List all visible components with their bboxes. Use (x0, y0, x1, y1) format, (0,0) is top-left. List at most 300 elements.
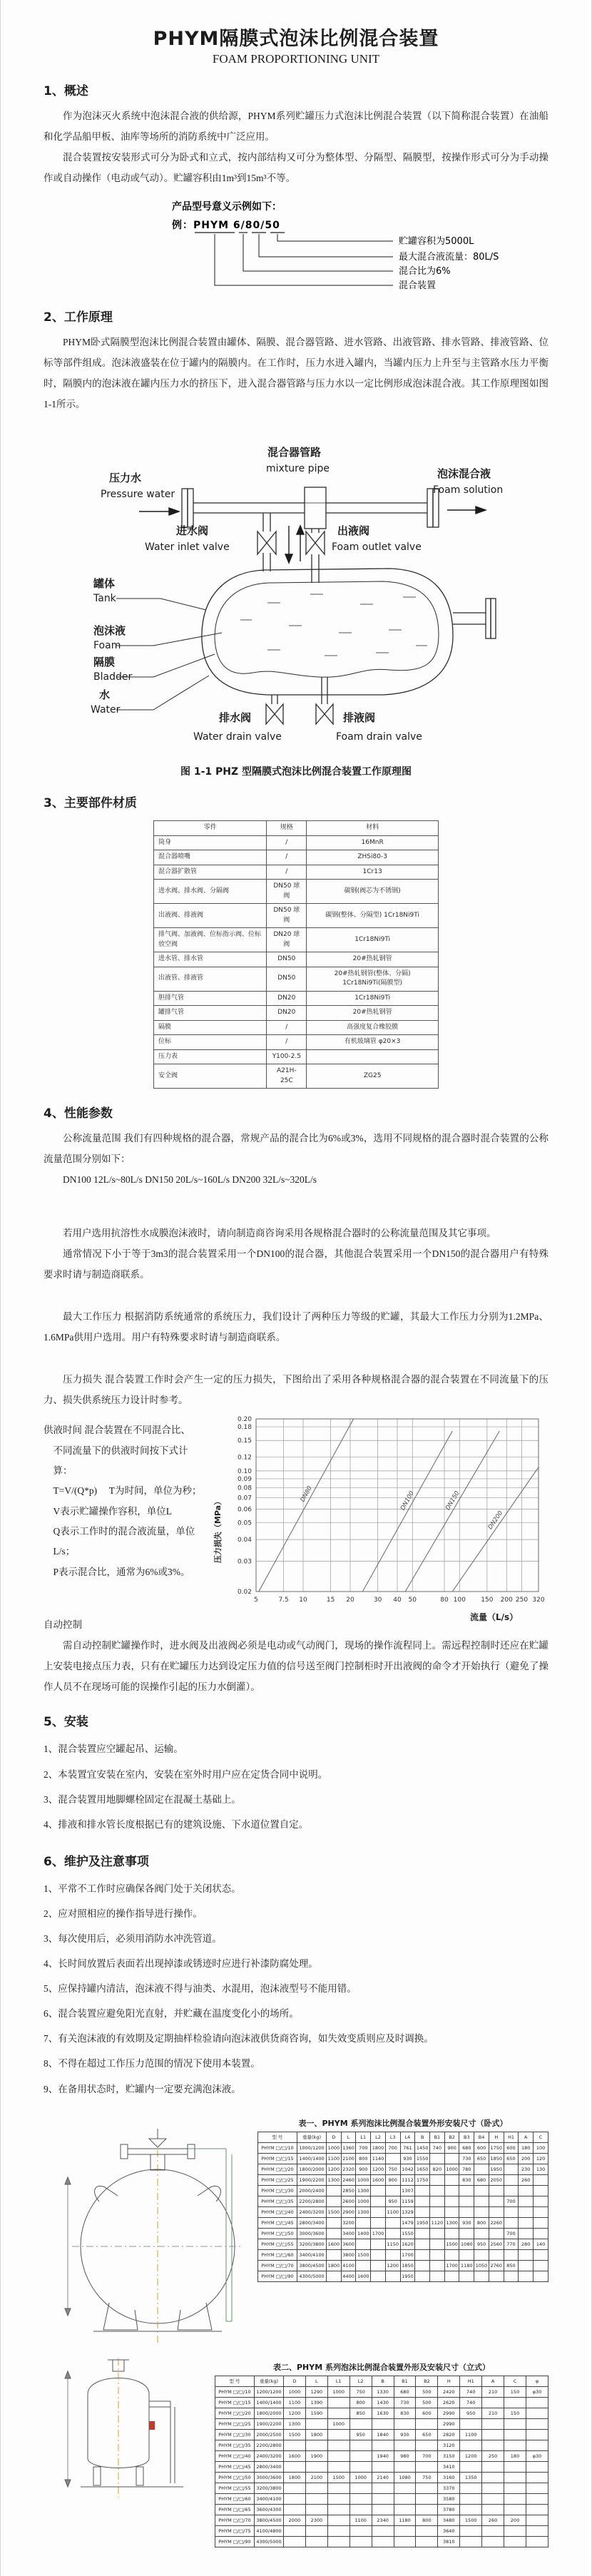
table-cell: 750 (416, 2472, 438, 2483)
table-cell (394, 2525, 416, 2536)
table-cell: 750 (385, 2164, 400, 2174)
series-label-DN80: DN80 (299, 1485, 314, 1504)
table-cell: 3810 (438, 2536, 460, 2547)
table-cell (526, 2515, 548, 2525)
table-cell (371, 2271, 386, 2281)
table-cell: DN50 (267, 967, 307, 991)
table-cell: 2260 (489, 2217, 504, 2228)
table-cell: 680 (394, 2386, 416, 2397)
table-cell (489, 2196, 504, 2206)
table-cell (519, 2206, 534, 2217)
spacer (44, 1348, 548, 1369)
maintenance-item-2: 2、应对照相应的操作指导进行操作。 (44, 1908, 203, 1919)
model-callout-ratio: 混合比为6% (399, 266, 451, 278)
table-cell: 胆排气管 (154, 991, 267, 1006)
table-cell (394, 2440, 416, 2450)
table-cell (459, 2249, 474, 2260)
table-cell (519, 2217, 534, 2228)
table-cell: PHYM □/□/35 (215, 2440, 255, 2450)
table-cell: 830 (394, 2408, 416, 2418)
model-intro: 产品型号意义示例如下： (172, 201, 282, 213)
table-cell (534, 2228, 548, 2239)
maintenance-item-3: 3、每次使用后，必须用消防水冲洗管道。 (44, 1933, 222, 1944)
table-cell (504, 2525, 526, 2536)
table-cell: 1200 (460, 2450, 482, 2461)
column-header: 零件 (154, 821, 267, 836)
table-cell: 950 (385, 2196, 400, 2206)
table-cell: 1000 (327, 2386, 349, 2397)
table-cell (385, 2271, 400, 2281)
table-cell: 位标 (154, 1035, 267, 1050)
table-cell: φ30 (526, 2450, 548, 2461)
table-cell: 2850 (341, 2185, 356, 2196)
table-cell: 1950 (415, 2217, 430, 2228)
table-cell: 碳钢(整体、分隔型) 1Cr18Ni9Ti (307, 904, 439, 928)
series-label-DN200: DN200 (486, 1510, 505, 1532)
section-1-heading: 1、概述 (44, 84, 88, 98)
table-cell (372, 2418, 394, 2429)
table-1-caption: 表一、PHYM 系列泡沫比例混合装置外形安装尺寸（卧式） (298, 2118, 508, 2128)
table-cell: 1600 (371, 2174, 386, 2185)
column-header: 重量(kg) (297, 2132, 327, 2142)
table-cell (327, 2515, 349, 2525)
table-cell (415, 2249, 430, 2260)
table-cell (305, 2525, 327, 2536)
table-cell (327, 2196, 342, 2206)
table-cell: PHYM □/□/10 (215, 2386, 255, 2397)
series-label-DN150: DN150 (444, 1490, 461, 1512)
table-cell (305, 2493, 327, 2504)
table-cell: 1112 (400, 2174, 415, 2185)
table-cell (534, 2196, 548, 2206)
table-cell: 1100 (460, 2429, 482, 2440)
table-cell: 2400/3200 (297, 2206, 327, 2217)
model-callout-device: 混合装置 (399, 280, 437, 290)
table-cell (459, 2196, 474, 2206)
spacer (44, 1285, 548, 1306)
table-cell: 3200/3800 (297, 2239, 327, 2249)
table-cell (482, 2429, 504, 2440)
table-cell: 680 (459, 2142, 474, 2153)
table-cell: 1750 (415, 2174, 430, 2185)
table-cell: 4300/5000 (255, 2536, 284, 2547)
table-cell: 1500 (444, 2239, 459, 2249)
table-cell: 1Cr13 (307, 865, 439, 880)
table-cell: PHYM □/□/65 (215, 2504, 255, 2515)
table-cell: 600 (474, 2142, 489, 2153)
foam-texture (240, 594, 427, 656)
table-cell: PHYM □/□/70 (215, 2515, 255, 2525)
table-cell: / (267, 1035, 307, 1050)
table-cell (489, 2228, 504, 2239)
x-tick-label: 50 (408, 1597, 417, 1604)
working-principle-svg (53, 419, 539, 754)
table-cell: 700 (416, 2450, 438, 2461)
model-callout-flow: 最大混合液流量：80L/S (399, 252, 499, 263)
table-cell: 2900 (341, 2206, 356, 2217)
table-cell (307, 1049, 439, 1064)
table-cell (504, 2174, 519, 2185)
table-cell (474, 2164, 489, 2174)
table-cell: PHYM □/□/90 (258, 2271, 297, 2281)
table-cell (327, 2217, 342, 2228)
table-cell (371, 2249, 386, 2260)
table-cell: 1700 (371, 2228, 386, 2239)
label-water-en: Water (91, 704, 121, 716)
table-cell: 1630 (372, 2408, 394, 2418)
label-leaders (116, 599, 222, 710)
supply-time-line-1: 供液时间 混合装置在不同混合比、 (44, 1425, 190, 1436)
table-cell (416, 2525, 438, 2536)
table-cell: 1800 (371, 2142, 386, 2153)
table-cell: 1300 (356, 2206, 371, 2217)
column-header: 型 号 (215, 2376, 255, 2386)
table-cell: 3600/4300 (255, 2504, 284, 2515)
table-cell: 3580 (438, 2493, 460, 2504)
figure-1-1-caption: 图 1-1 PHZ 型隔膜式泡沫比例混合装置工作原理图 (180, 766, 412, 778)
table-row (215, 2472, 548, 2483)
table-cell: 1360 (341, 2142, 356, 2153)
table-cell: PHYM □/□/55 (258, 2239, 297, 2249)
table-cell (305, 2504, 327, 2515)
table-cell (474, 2196, 489, 2206)
table-cell: 800 (356, 2153, 371, 2164)
pressure-loss-paragraph: 压力损失 混合装置工作时会产生一定的压力损失，下图给出了采用各种规格混合器的混合装置在不同流量下的压力、损失供系统压力设计时参考。 (44, 1374, 548, 1406)
table-cell: 1850 (489, 2153, 504, 2164)
table-cell: / (267, 835, 307, 850)
table-cell (482, 2418, 504, 2429)
table-cell: 1940 (372, 2450, 394, 2461)
table-cell (526, 2429, 548, 2440)
table-cell: 4300/5000 (297, 2271, 327, 2281)
table-cell: 1000/1200 (297, 2142, 327, 2153)
table-cell: 1050 (474, 2260, 489, 2271)
table-cell (430, 2206, 445, 2217)
table-cell: 安全阀 (154, 1064, 267, 1089)
table-cell (394, 2483, 416, 2493)
table-cell (482, 2536, 504, 2547)
table-cell: 1300 (327, 2174, 342, 2185)
column-header: 材料 (307, 821, 439, 836)
table-cell: PHYM □/□/40 (215, 2450, 255, 2461)
table-row (215, 2408, 548, 2418)
table-cell: 1120 (430, 2217, 445, 2228)
table-cell (356, 2217, 371, 2228)
table-cell (474, 2249, 489, 2260)
table-cell: 740 (460, 2397, 482, 2408)
table-cell: 混合器扩散管 (154, 865, 267, 880)
table-cell (415, 2271, 430, 2281)
auto-control-paragraph: 需自动控制贮罐操作时，进水阀及出液阀必须是电动或气动阀门，现场的操作流程同上。需远程控制时还应在贮罐上安装电接点压力表，只有在贮罐压力达到设定压力值的信号送至阀门控制柜时开出液阀的命令才开始执行（避免了操作人员不在现场可能的误操作引起的压力水倒灌）。 (44, 1640, 548, 1693)
table-cell (284, 2536, 306, 2547)
table-cell: 680 (474, 2174, 489, 2185)
table-cell: 770 (504, 2239, 519, 2249)
table-cell (482, 2493, 504, 2504)
table-row (154, 1020, 439, 1035)
series-line-DN80 (259, 1419, 354, 1592)
table-cell (504, 2185, 519, 2196)
table-cell (504, 2418, 526, 2429)
table-cell (371, 2260, 386, 2271)
table-cell: 950 (474, 2239, 489, 2249)
table-cell: 1600 (327, 2239, 342, 2249)
table-cell: PHYM □/□/50 (258, 2228, 297, 2239)
label-water-inlet-en: Water inlet valve (145, 541, 230, 554)
table-cell: PHYM □/□/30 (258, 2185, 297, 2196)
label-tank-en: Tank (93, 593, 116, 605)
table-cell: 850 (504, 2260, 519, 2271)
table-cell: 1950 (489, 2164, 504, 2174)
column-header: 重量(kg) (255, 2376, 284, 2386)
table-cell: 20#热轧钢管 (307, 1006, 439, 1021)
table-cell (430, 2249, 445, 2260)
table-cell: / (267, 850, 307, 865)
x-axis-title: 流量（L/s） (470, 1612, 519, 1623)
table-cell (526, 2461, 548, 2472)
horizontal-tank-svg (44, 2107, 257, 2343)
table-cell (474, 2228, 489, 2239)
table-cell: 1500 (356, 2249, 371, 2260)
table-cell: 1450 (415, 2142, 430, 2153)
table-cell: DN20 (267, 1006, 307, 1021)
column-header: B3 (459, 2132, 474, 2142)
table-cell: 210 (482, 2408, 504, 2418)
table-cell: 600 (504, 2142, 519, 2153)
table-cell (504, 2206, 519, 2217)
table-cell (416, 2418, 438, 2429)
page-subtitle: FOAM PROPORTIONING UNIT (212, 52, 380, 66)
section-3-heading: 3、主要部件材质 (44, 796, 137, 811)
table-cell (385, 2153, 400, 2164)
table-cell: 1800/2000 (255, 2408, 284, 2418)
table-cell: 1000 (356, 2174, 371, 2185)
table-row (258, 2239, 548, 2249)
table-cell (372, 2440, 394, 2450)
table-cell (504, 2217, 519, 2228)
table-cell (526, 2525, 548, 2536)
table-cell: 2800/3400 (297, 2217, 327, 2228)
maintenance-item-8: 8、不得在超过工作压力范围的情况下使用本装置。 (44, 2058, 260, 2070)
table-cell (444, 2271, 459, 2281)
table-cell: 650 (504, 2153, 519, 2164)
table-cell: 1840 (372, 2429, 394, 2440)
install-item-4: 4、排液和排水管长度根据已有的建筑设施、下水道位置自定。 (44, 1818, 309, 1830)
table-row (258, 2249, 548, 2260)
table-cell (534, 2249, 548, 2260)
table-cell (372, 2504, 394, 2515)
table-cell (372, 2461, 394, 2472)
table-cell: 1100 (284, 2397, 306, 2408)
x-tick-label: 150 (481, 1597, 494, 1604)
table-cell: PHYM □/□/20 (258, 2164, 297, 2174)
table-row (215, 2429, 548, 2440)
y-tick-label: 0.06 (237, 1506, 252, 1514)
table-cell (444, 2249, 459, 2260)
table-cell: 碳钢(阀芯为不锈钢) (307, 880, 439, 904)
table-cell (284, 2461, 306, 2472)
maintenance-item-5: 5、应保持罐内清洁，泡沫液不得与油类、水混用，泡沫液型号不能用错。 (44, 1983, 357, 1995)
table-cell: 2200/2800 (255, 2440, 284, 2450)
table-cell: 有机玻璃管 φ20×3 (307, 1035, 439, 1050)
label-mixture-pipe-cn: 混合器管路 (267, 446, 322, 459)
table-cell: 930 (459, 2217, 474, 2228)
table-cell: 3370 (438, 2483, 460, 2493)
table-cell (489, 2271, 504, 2281)
table-cell: 2800/3400 (255, 2461, 284, 2472)
table-cell: 1000 (284, 2386, 306, 2397)
table-cell: φ30 (526, 2386, 548, 2397)
table-cell (526, 2536, 548, 2547)
section-1-paragraph-1: 作为泡沫灭火系统中泡沫混合液的供给源，PHYM系列贮罐压力式泡沫比例混合装置（以下简称混合装置）在油船和化学品船甲板、油库等场所的消防系统中广泛应用。 (44, 111, 548, 143)
table-cell: 1000 (327, 2418, 349, 2429)
table-cell (284, 2493, 306, 2504)
table-cell (327, 2185, 342, 2196)
table-cell (371, 2185, 386, 2196)
table-cell (371, 2217, 386, 2228)
series-line-DN200 (452, 1467, 539, 1592)
table-cell: 100 (534, 2142, 548, 2153)
table-cell (385, 2217, 400, 2228)
table-cell: 2100 (305, 2472, 327, 2483)
supply-time-line-4: V表示贮罐操作容积，单位L (53, 1505, 172, 1517)
table-2-caption: 表二、PHYM 系列泡沫比例混合装置外形及安装尺寸（立式） (272, 2362, 490, 2372)
auto-control-heading: 自动控制 (44, 1619, 82, 1631)
table-cell (534, 2185, 548, 2196)
table-cell: 3480 (438, 2515, 460, 2525)
column-header: 型 号 (258, 2132, 297, 2142)
table-cell: 2600 (341, 2196, 356, 2206)
table-cell (371, 2206, 386, 2217)
table-cell (327, 2271, 342, 2281)
table-cell (460, 2440, 482, 2450)
table-cell (460, 2504, 482, 2515)
column-header: H (438, 2376, 460, 2386)
table-row (215, 2397, 548, 2408)
table-cell (416, 2536, 438, 2547)
table-1-area (257, 2107, 548, 2282)
x-tick-label: 200 (500, 1597, 513, 1604)
table-cell: A21H-25C (267, 1064, 307, 1089)
table-cell: 830 (459, 2174, 474, 2185)
supply-time-line-3: T=V/(Q*p) T为时间，单位为秒； (53, 1485, 202, 1497)
table-cell: 4400 (341, 2271, 356, 2281)
y-tick-label: 0.18 (237, 1424, 252, 1432)
column-header: L2 (371, 2132, 386, 2142)
table-cell: 1Cr18Ni9Ti (307, 928, 439, 952)
red-mark (149, 2421, 155, 2430)
table-row (215, 2450, 548, 2461)
table-row (215, 2493, 548, 2504)
table-cell (482, 2440, 504, 2450)
section-6-heading: 6、维护及注意事项 (44, 1854, 149, 1869)
table-cell: 500 (416, 2386, 438, 2397)
table-cell: 1550 (400, 2228, 415, 2239)
x-tick-label: 20 (346, 1597, 354, 1604)
table-cell: 隔膜 (154, 1020, 267, 1035)
table-cell: 950 (349, 2429, 372, 2440)
table-cell (504, 2483, 526, 2493)
table-cell: 3800/4500 (297, 2260, 327, 2271)
table-row (154, 880, 439, 904)
table-cell: 1400/1400 (297, 2153, 327, 2164)
table-cell: 130 (534, 2164, 548, 2174)
table-row (154, 967, 439, 991)
table-row (258, 2206, 548, 2217)
table-cell: PHYM □/□/25 (215, 2418, 255, 2429)
table-cell: 210 (482, 2386, 504, 2397)
column-header: φ (526, 2376, 548, 2386)
vertical-tank-svg (44, 2351, 215, 2501)
table-cell: 3780 (438, 2504, 460, 2515)
table-cell (372, 2493, 394, 2504)
table-cell: 2420 (438, 2386, 460, 2397)
table-cell (305, 2461, 327, 2472)
table-cell: 900 (444, 2142, 459, 2153)
table-cell: 1200/1200 (255, 2386, 284, 2397)
table-cell (459, 2228, 474, 2239)
table-cell (534, 2217, 548, 2228)
table-cell: 2400/3200 (255, 2450, 284, 2461)
table-cell: 700 (504, 2228, 519, 2239)
max-pressure-paragraph: 最大工作压力 根据消防系统通常的系统压力，我们设计了两种压力等级的贮罐，其最大工作压力分别为1.2MPa、1.6MPa供用户选用。用户有特殊要求时请与制造商联系。 (44, 1311, 548, 1343)
table-cell: PHYM □/□/60 (258, 2249, 297, 2260)
table-cell: 3160 (438, 2472, 460, 2483)
table-cell (430, 2153, 445, 2164)
column-header: A (482, 2376, 504, 2386)
table-cell: 2460 (341, 2174, 356, 2185)
maintenance-item-6: 6、混合装置应避免阳光直射，并贮藏在温度变化小的场所。 (44, 2008, 299, 2020)
table-cell: 1750 (489, 2142, 504, 2153)
table-cell: 1200 (327, 2164, 342, 2174)
table-cell (504, 2536, 526, 2547)
column-header: H (489, 2132, 504, 2142)
table-cell: 4100 (341, 2260, 356, 2271)
table-cell: 1350 (460, 2472, 482, 2483)
table-cell (415, 2185, 430, 2196)
table-cell: PHYM □/□/45 (215, 2461, 255, 2472)
table-cell (327, 2504, 349, 2515)
model-callout-tank: 贮罐容积为5000L (399, 236, 474, 248)
materials-table (153, 820, 439, 1089)
table-cell (482, 2525, 504, 2536)
table-cell: 1590 (305, 2408, 327, 2418)
table-cell (349, 2536, 372, 2547)
table-cell (372, 2483, 394, 2493)
table-cell (416, 2493, 438, 2504)
table-cell (416, 2504, 438, 2515)
table-cell: 2000/2400 (297, 2185, 327, 2196)
table-cell: 1000 (349, 2472, 372, 2483)
table-2-block (44, 2351, 548, 2547)
table-cell: 1330 (372, 2386, 394, 2397)
table-cell (430, 2196, 445, 2206)
table-cell: 1100 (349, 2515, 372, 2525)
table-cell: 150 (504, 2408, 526, 2418)
supply-time-line-5: Q表示工作时的混合液流量，单位L/s； (53, 1526, 195, 1557)
table-cell: 3400/4100 (255, 2493, 284, 2504)
table-row (154, 991, 439, 1006)
table-cell (430, 2174, 445, 2185)
table-cell: 3800 (341, 2249, 356, 2260)
y-tick-label: 0.09 (237, 1476, 252, 1484)
table-cell (385, 2249, 400, 2260)
table-cell: 1600 (284, 2450, 306, 2461)
table-cell: 1000 (356, 2196, 371, 2206)
label-pressure-water-en: Pressure water (101, 489, 175, 501)
table-cell: 1700 (444, 2260, 459, 2271)
table-cell: 1000 (327, 2142, 342, 2153)
label-foam-cn: 泡沫液 (93, 624, 126, 638)
